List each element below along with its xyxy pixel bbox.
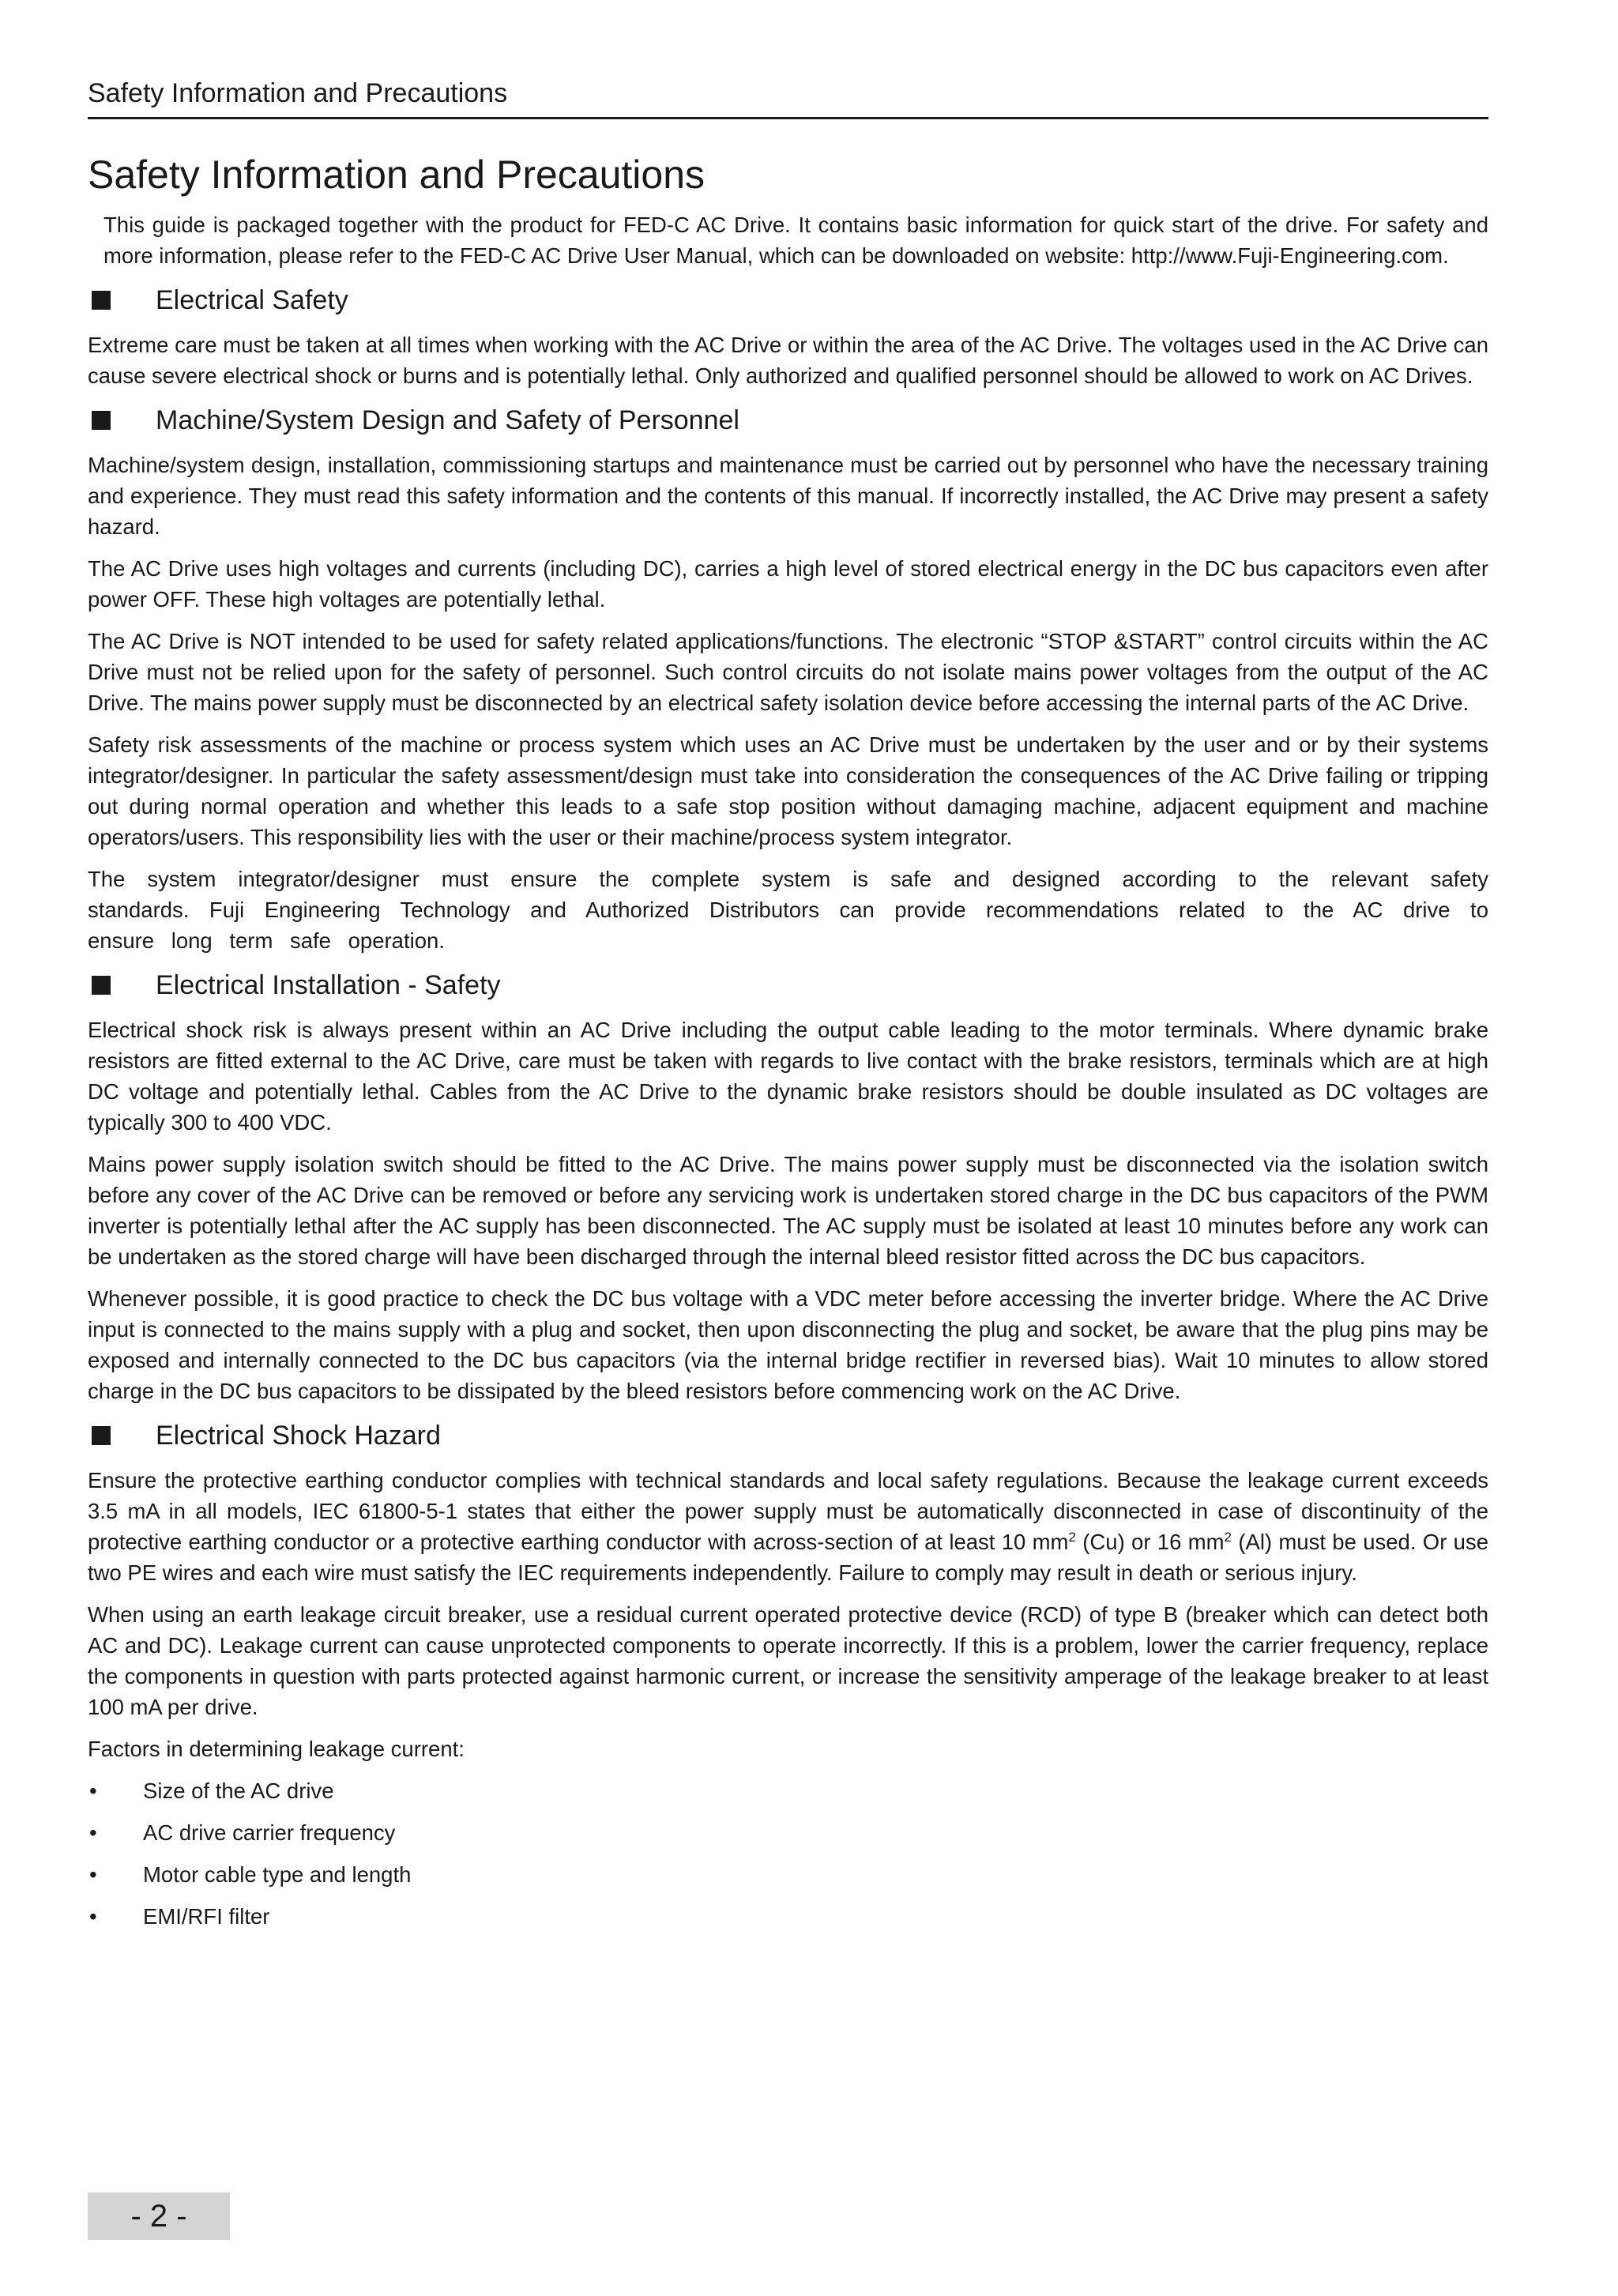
list-item bbox=[88, 1817, 1488, 1848]
square-bullet-icon bbox=[92, 291, 111, 310]
list-item bbox=[88, 1901, 1488, 1932]
earthing-text-part: Ensure the protective earthing conductor complies with technical standards and local safety regulations. Because the leakage current exceeds 3.5 mA in all models, IEC 61800-5-1 states that either the power supply must be automatically disconnected in case of discontinuity of the protective earthing conductor or a protective earthing conductor with across-section of at least 10 mm bbox=[88, 1468, 1488, 1554]
list-item-text: Motor cable type and length bbox=[143, 1862, 412, 1887]
list-item-text: Size of the AC drive bbox=[143, 1778, 334, 1803]
bullet-icon: • bbox=[89, 1778, 97, 1803]
bullet-icon: • bbox=[89, 1862, 97, 1887]
page-number: - 2 - bbox=[88, 2192, 230, 2240]
square-bullet-icon bbox=[92, 411, 111, 430]
list-item-text: EMI/RFI filter bbox=[143, 1904, 270, 1929]
paragraph: The AC Drive is NOT intended to be used for safety related applications/functions. The electronic “STOP &START” control circuits within the AC Drive must not be relied upon for the safety of personnel. Such control circuits do not isolate mains power voltages from the output of the AC Drive. The mains power supply must be disconnected by an electrical safety isolation device before accessing the internal parts of the AC Drive. bbox=[88, 629, 1488, 715]
list-item bbox=[88, 1859, 1488, 1890]
square-bullet-icon bbox=[92, 1426, 111, 1445]
paragraph: Electrical shock risk is always present within an AC Drive including the output cable leading to the motor terminals. Where dynamic brake resistors are fitted external to the AC Drive, care must be taken with regards to live contact with the brake resistors, terminals which are at high DC voltage and potentially lethal. Cables from the AC Drive to the dynamic brake resistors should be double insulated as DC voltages are typically 300 to 400 VDC. bbox=[88, 1018, 1488, 1135]
section-heading-text: Electrical Safety bbox=[156, 285, 348, 315]
paragraph: Mains power supply isolation switch should be fitted to the AC Drive. The mains power supply must be disconnected via the isolation switch before any cover of the AC Drive can be removed or before any servicing work is undertaken stored charge in the DC bus capacitors of the PWM inverter is potentially lethal after the AC supply has been disconnected. The AC supply must be isolated at least 10 minutes before any work can be undertaken as the stored charge will have been discharged through the internal bleed resistor fitted across the DC bus capacitors. bbox=[88, 1152, 1488, 1269]
bullet-icon: • bbox=[89, 1820, 97, 1845]
page-title: Safety Information and Precautions bbox=[88, 152, 706, 197]
section-heading-electrical-installation bbox=[88, 967, 1488, 1003]
bullet-icon: • bbox=[89, 1904, 97, 1929]
section-heading-electrical-safety bbox=[88, 282, 1488, 318]
earthing-text-part: (Al) must be used. Or use two PE wires and each wire must satisfy the IEC requirements independently. Failure to comply may result in death or serious injury. bbox=[88, 1530, 1489, 1585]
section-heading-text: Electrical Installation - Safety bbox=[156, 970, 501, 1000]
running-header: Safety Information and Precautions bbox=[88, 76, 1488, 119]
section-heading-text: Machine/System Design and Safety of Personnel bbox=[156, 405, 739, 435]
document-page bbox=[88, 0, 1488, 1943]
earthing-text-part: (Cu) or 16 mm bbox=[1075, 1530, 1225, 1554]
section-heading-text: Electrical Shock Hazard bbox=[156, 1421, 441, 1451]
superscript: 2 bbox=[1224, 1529, 1232, 1545]
list-item-text: AC drive carrier frequency bbox=[143, 1820, 396, 1845]
paragraph: Safety risk assessments of the machine or process system which uses an AC Drive must be undertaken by the user and or by their systems integrator/designer. In particular the safety assessment/design must take into consideration the consequences of the AC Drive failing or tripping out during normal operation and whether this leads to a safe stop position without damaging machine, adjacent equipment and machine operators/users. This responsibility lies with the user or their machine/process system integrator. bbox=[88, 732, 1488, 849]
paragraph: Machine/system design, installation, commissioning startups and maintenance must be carried out by personnel who have the necessary training and experience. They must read this safety information and the contents of this manual. If incorrectly installed, the AC Drive may present a safety hazard. bbox=[88, 453, 1488, 539]
superscript: 2 bbox=[1068, 1529, 1076, 1545]
intro-paragraph: This guide is packaged together with the product for FED-C AC Drive. It contains basic information for quick start of the drive. For safety and more information, please refer to the FED-C AC Drive User Manual, which can be downloaded on website: http://www.Fuji-Engineering.com. bbox=[103, 213, 1488, 268]
leakage-factors-list bbox=[88, 1775, 1488, 1932]
paragraph: Extreme care must be taken at all times when working with the AC Drive or within the area of the AC Drive. The voltages used in the AC Drive can cause severe electrical shock or burns and is potentially lethal. Only authorized and qualified personnel should be allowed to work on AC Drives. bbox=[88, 333, 1488, 388]
paragraph: Whenever possible, it is good practice to check the DC bus voltage with a VDC meter before accessing the inverter bridge. Where the AC Drive input is connected to the mains supply with a plug and socket, then upon disconnecting the plug and socket, be aware that the plug pins may be exposed and internally connected to the DC bus capacitors (via the internal bridge rectifier in reversed bias). Wait 10 minutes to allow stored charge in the DC bus capacitors to be dissipated by the bleed resistors before commencing work on the AC Drive. bbox=[88, 1286, 1488, 1403]
paragraph: The AC Drive uses high voltages and currents (including DC), carries a high level of stored electrical energy in the DC bus capacitors even after power OFF. These high voltages are potentially lethal. bbox=[88, 556, 1488, 612]
paragraph: The system integrator/designer must ensure the complete system is safe and designed according to the relevant safety standards. Fuji Engineering Technology and Authorized Distributors can provide recommendations related to the AC drive to ensure long term safe operation. bbox=[88, 867, 1488, 953]
section-heading-machine-system-design bbox=[88, 402, 1488, 438]
earthing-paragraph bbox=[88, 1465, 1488, 1588]
square-bullet-icon bbox=[92, 976, 111, 995]
section-heading-electrical-shock-hazard bbox=[88, 1417, 1488, 1454]
paragraph: When using an earth leakage circuit breaker, use a residual current operated protective device (RCD) of type B (breaker which can detect both AC and DC). Leakage current can cause unprotected components to operate incorrectly. If this is a problem, lower the carrier frequency, replace the components in question with parts protected against harmonic current, or increase the sensitivity amperage of the leakage breaker to at least 100 mA per drive. bbox=[88, 1602, 1488, 1719]
paragraph: Factors in determining leakage current: bbox=[88, 1737, 465, 1761]
list-item bbox=[88, 1775, 1488, 1806]
